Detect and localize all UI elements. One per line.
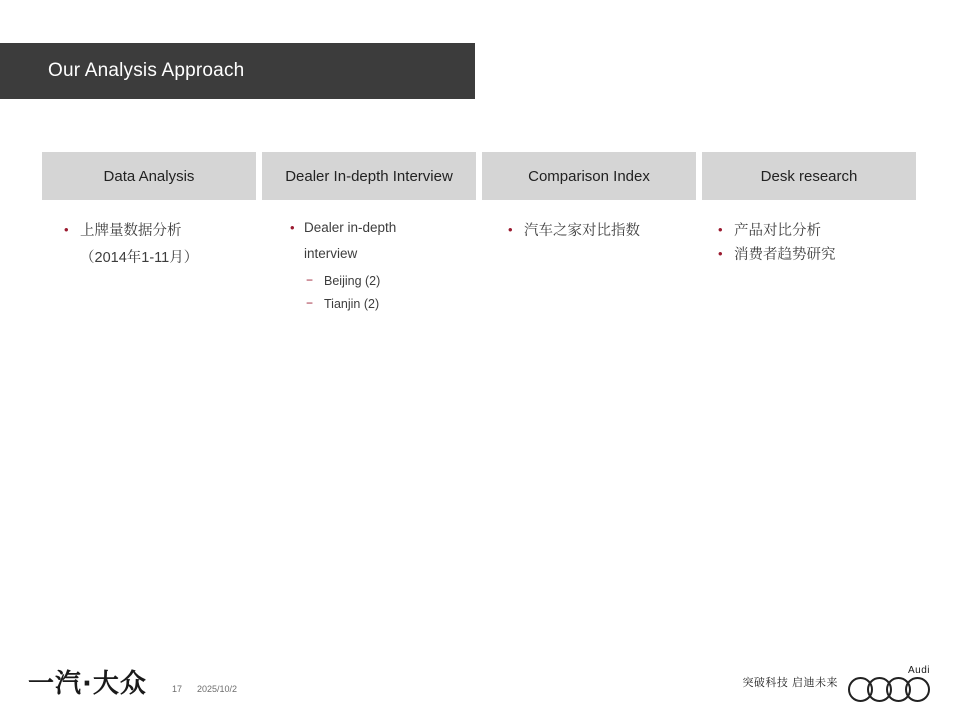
list-item-label: Dealer in-depth <box>304 220 397 235</box>
slide-title-bar <box>0 43 475 99</box>
column-body <box>262 200 476 314</box>
list-item-continuation: （2014年1-11月） <box>80 250 199 267</box>
dash-bullet-icon: − <box>306 272 314 287</box>
sub-list-item-label: Beijing (2) <box>324 273 381 288</box>
list-item-label: 汽车之家对比指数 <box>524 223 640 239</box>
list-item <box>56 220 256 270</box>
audi-footer-logo <box>742 665 930 702</box>
bullet-list <box>56 220 256 270</box>
slide-date: 2025/10/2 <box>197 684 238 694</box>
list-item <box>282 218 476 314</box>
audi-mark <box>848 665 930 702</box>
list-item-label: 上牌量数据分析 <box>80 223 182 239</box>
list-item-label: 产品对比分析 <box>734 223 821 239</box>
sub-list-item <box>304 294 476 314</box>
column-header: Comparison Index <box>482 152 696 200</box>
audi-slogan <box>742 677 838 691</box>
sub-list-item <box>304 271 476 291</box>
audi-rings-icon <box>848 677 930 702</box>
dash-bullet-icon: − <box>306 295 314 310</box>
bullet-list <box>710 220 916 267</box>
faw-vw-logo: 一汽·大众 <box>28 669 147 699</box>
bullet-dot-icon: • <box>290 220 295 235</box>
sub-list <box>304 271 476 314</box>
column-header: Data Analysis <box>42 152 256 200</box>
bullet-dot-icon: • <box>64 222 69 237</box>
column-body <box>702 200 916 267</box>
column-desk-research <box>702 152 916 269</box>
sub-list-item-label: Tianjin (2) <box>324 296 380 311</box>
audi-wordmark: Audi <box>907 665 930 676</box>
column-body <box>42 200 256 270</box>
column-data-analysis <box>42 152 256 272</box>
approach-columns <box>42 152 918 320</box>
bullet-dot-icon: • <box>718 222 723 237</box>
bullet-dot-icon: • <box>718 246 723 262</box>
column-header: Desk research <box>702 152 916 200</box>
bullet-list <box>282 218 476 314</box>
column-body <box>482 200 696 242</box>
column-dealer-interview <box>262 152 476 320</box>
page-title: Our Analysis Approach <box>48 60 245 81</box>
bullet-list <box>500 220 696 242</box>
bullet-dot-icon: • <box>508 222 513 237</box>
list-item <box>500 220 696 242</box>
audi-slogan-text: 突破科技 启迪未来 <box>742 676 838 689</box>
list-item-label: 消费者趋势研究 <box>734 247 836 264</box>
ring-4 <box>905 677 930 702</box>
column-comparison-index <box>482 152 696 244</box>
list-item <box>710 244 916 266</box>
list-item <box>710 220 916 242</box>
column-header: Dealer In-depth Interview <box>262 152 476 200</box>
slide-number: 17 <box>172 684 183 694</box>
list-item-continuation: interview <box>304 245 358 261</box>
